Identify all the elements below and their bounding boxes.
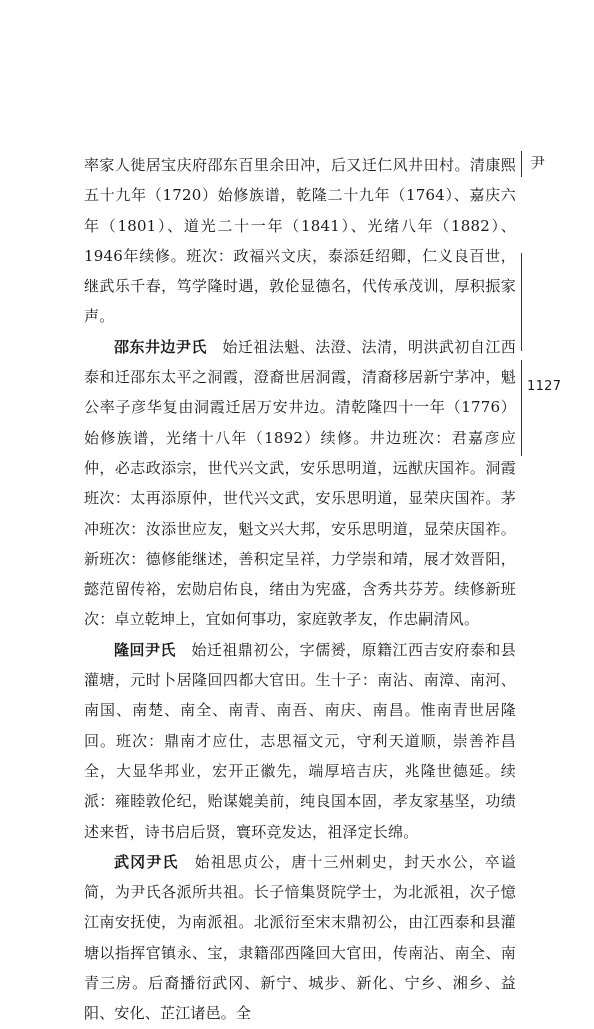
clan-title: 邵东井边尹氏: [114, 337, 207, 356]
clan-title: 武冈尹氏: [114, 852, 179, 871]
paragraph-longhui-yin: [84, 635, 516, 847]
paragraph-wugang-yin: [84, 847, 516, 1029]
paragraph-shaodong-jingbian-yin: [84, 332, 516, 635]
paragraph-text: 率家人徙居宝庆府邵东百里余田冲，后又迁仁风井田村。清康熙五十九年（1720）始修族谱，乾隆二十九年（1764）、嘉庆六年（1801）、道光二十一年（1841）、光绪八年（1882）、1946年续修。班次：政福兴文庆，泰添廷绍卿，仁义良百世，继武乐千春，笃学隆时遇，敦伦显德名，代传承茂训，厚积振家声。: [84, 156, 516, 326]
paragraph-continuation: [84, 150, 516, 332]
body-text: [84, 150, 516, 1029]
margin-rule: [521, 151, 522, 177]
page-number: 1127: [527, 379, 562, 394]
clan-title: 隆回尹氏: [114, 640, 176, 659]
margin-rule: [521, 253, 522, 351]
paragraph-text: 始迁祖鼎初公，字儒赟，原籍江西吉安府泰和县灌塘，元时卜居隆回四都大官田。生十子：南沾、南漳、南河、南国、南楚、南全、南青、南吾、南庆、南昌。惟南青世居隆回。班次：鼎南才应仕，志思福文元，守利天道顺，崇善祚昌全，大显华邦业，宏开正徽先，端厚培吉庆，兆隆世德延。续派：雍睦敦伦纪，贻谋媲美前，纯良国本固，孝友家基坚，功绩述来哲，诗书启后贤，寰环竞发达，祖泽定长绵。: [84, 640, 517, 841]
paragraph-text: 始祖思贞公，唐十三州刺史，封天水公，卒谥简，为尹氏各派所共祖。长子愔集贤院学士，为北派祖，次子憶江南安抚使，为南派祖。北派衍至宋末鼎初公，由江西泰和县灌塘以指挥官镇永、宝，隶籍邵西隆回大官田，传南沾、南全、南青三房。后裔播衍武冈、新宁、城步、新化、宁乡、湘乡、益阳、安化、芷江诸邑。全: [84, 852, 516, 1023]
paragraph-text: 始迁祖法魁、法澄、法清，明洪武初自江西泰和迁邵东太平之洞霞，澄裔世居洞霞，清裔移居新宁茅冲，魁公率子彦华复由洞霞迁居万安井边。清乾隆四十一年（1776）始修族谱，光绪十八年（1892）续修。井边班次：君嘉彦应仲，必志政添宗，世代兴文武，安乐思明道，远猷庆国祚。洞霞班次：太再添原仲，世代兴文武，安乐思明道，显荣庆国祚。茅冲班次：汝添世应友，魁文兴大邦，安乐思明道，显荣庆国祚。新班次：德修能继述，善积定呈祥，力学崇和靖，展才效晋阳，懿范留传裕，宏勋启佑良，绪由为宪盛，含秀共芬芳。续修新班次：卓立乾坤上，宜如何事功，家庭敦孝友，作忠嗣清风。: [84, 337, 516, 629]
running-head: 尹: [530, 154, 546, 172]
margin-rule: [521, 360, 522, 456]
